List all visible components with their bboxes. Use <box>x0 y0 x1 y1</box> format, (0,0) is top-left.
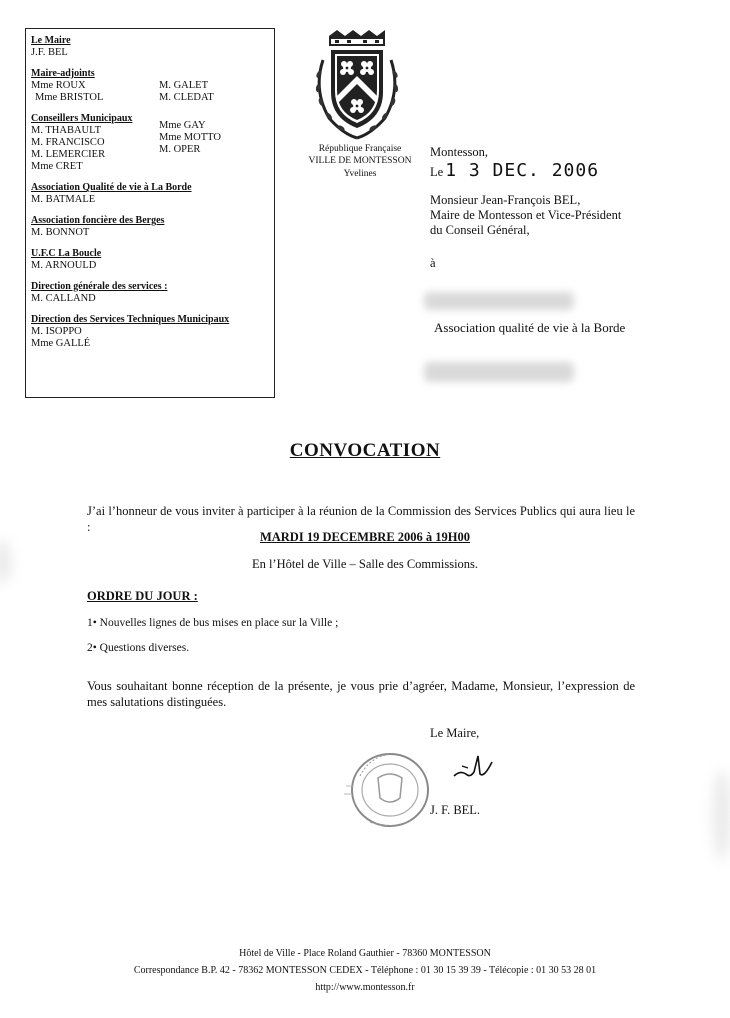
adjoint-name: Mme BRISTOL <box>35 92 104 103</box>
meeting-venue: En l’Hôtel de Ville – Salle des Commissions. <box>251 557 479 571</box>
footer-website: http://www.montesson.fr <box>315 982 415 993</box>
conseillers-list <box>31 120 270 173</box>
scan-smudge <box>712 770 730 860</box>
adjoints-col2 <box>159 80 214 104</box>
agenda-title <box>87 589 198 604</box>
dgs-name: M. CALLAND <box>31 293 96 304</box>
assoc-berges-group <box>31 215 270 239</box>
closing-paragraph: Vous souhaitant bonne réception de la présente, je vous prie d’agréer, Madame, Monsieur, l’expression de mes salutations distinguées. <box>87 679 635 709</box>
redacted-name <box>424 292 574 310</box>
adjoint-name: M. GALET <box>159 80 208 91</box>
conseillers-title: Conseillers Municipaux <box>31 113 133 124</box>
agenda-item: 1• Nouvelles lignes de bus mises en place sur la Ville ; <box>87 617 339 629</box>
signature-icon <box>448 748 494 784</box>
dstm-name: M. ISOPPO <box>31 326 82 337</box>
assoc-borde-group <box>31 182 270 206</box>
conseiller-name: M. OPER <box>159 144 201 155</box>
sender-line: Maire de Montesson et Vice-Président <box>430 208 622 222</box>
document-title-text: CONVOCATION <box>289 440 441 461</box>
document-title <box>0 440 730 462</box>
sender-block <box>430 193 621 238</box>
place-label: Montesson, <box>430 145 488 159</box>
footer-address: Hôtel de Ville - Place Roland Gauthier - 78360 MONTESSON <box>239 948 491 959</box>
recipient-label: Association qualité de vie à la Borde <box>434 320 626 335</box>
conseiller-name: Mme CRET <box>31 161 83 172</box>
dstm-title: Direction des Services Techniques Municipaux <box>31 314 230 325</box>
ville-label: VILLE DE MONTESSON <box>308 156 412 166</box>
letter-footer <box>0 945 730 996</box>
sender-line: Monsieur Jean-François BEL, <box>430 193 581 207</box>
conseiller-name: M. FRANCISCO <box>31 137 105 148</box>
sender-line: du Conseil Général, <box>430 223 530 237</box>
maire-title: Le Maire <box>31 35 71 46</box>
date-line <box>430 160 599 181</box>
official-seal-icon <box>340 746 432 832</box>
signatory-name: J. F. BEL. <box>430 803 481 817</box>
adjoint-name: M. CLEDAT <box>159 92 214 103</box>
intro-paragraph: J’ai l’honneur de vous inviter à participer à la réunion de la Commission des Services Publics qui aura lieu le : <box>87 504 635 534</box>
coat-of-arms-icon <box>307 30 407 142</box>
dstm-group <box>31 314 270 350</box>
maire-group <box>31 35 270 59</box>
conseillers-group <box>31 113 270 173</box>
conseiller-name: Mme MOTTO <box>159 132 221 143</box>
dgs-title: Direction générale des services : <box>31 281 168 292</box>
maire-name: J.F. BEL <box>31 47 68 58</box>
adjoints-group <box>31 68 270 104</box>
municipality-block <box>285 143 435 180</box>
conseiller-name: Mme GAY <box>159 120 206 131</box>
assoc-berges-title: Association foncière des Berges <box>31 215 165 226</box>
a-label: à <box>430 256 436 270</box>
ufc-group <box>31 248 270 272</box>
date-stamp: 1 3 DEC. 2006 <box>445 160 600 181</box>
republique-label: République Française <box>318 144 402 154</box>
adjoints-title: Maire-adjoints <box>31 68 95 79</box>
adjoints-list <box>31 80 270 104</box>
adjoint-name: Mme ROUX <box>31 80 86 91</box>
meeting-date <box>0 530 730 545</box>
municipal-council-box <box>25 28 275 398</box>
departement-label: Yvelines <box>343 169 377 179</box>
assoc-berges-name: M. BONNOT <box>31 227 90 238</box>
assoc-borde-name: M. BATMALE <box>31 194 96 205</box>
conseillers-col2 <box>159 120 221 156</box>
meeting-date-text: MARDI 19 DECEMBRE 2006 à 19H00 <box>259 530 471 544</box>
dstm-name: Mme GALLÉ <box>31 338 91 349</box>
assoc-borde-title: Association Qualité de vie à La Borde <box>31 182 192 193</box>
scan-smudge <box>0 540 12 584</box>
conseiller-name: M. LEMERCIER <box>31 149 106 160</box>
footer-contact: Correspondance B.P. 42 - 78362 MONTESSON CEDEX - Téléphone : 01 30 15 39 39 - Télécopie : 01 30 53 28 01 <box>133 965 597 976</box>
agenda-title-text: ORDRE DU JOUR : <box>87 589 198 603</box>
date-prefix: Le <box>430 165 444 179</box>
conseiller-name: M. THABAULT <box>31 125 102 136</box>
signoff-label: Le Maire, <box>430 726 480 740</box>
dgs-group <box>31 281 270 305</box>
redacted-address <box>424 362 574 382</box>
ufc-title: U.F.C La Boucle <box>31 248 102 259</box>
agenda-item: 2• Questions diverses. <box>87 642 190 654</box>
ufc-name: M. ARNOULD <box>31 260 97 271</box>
